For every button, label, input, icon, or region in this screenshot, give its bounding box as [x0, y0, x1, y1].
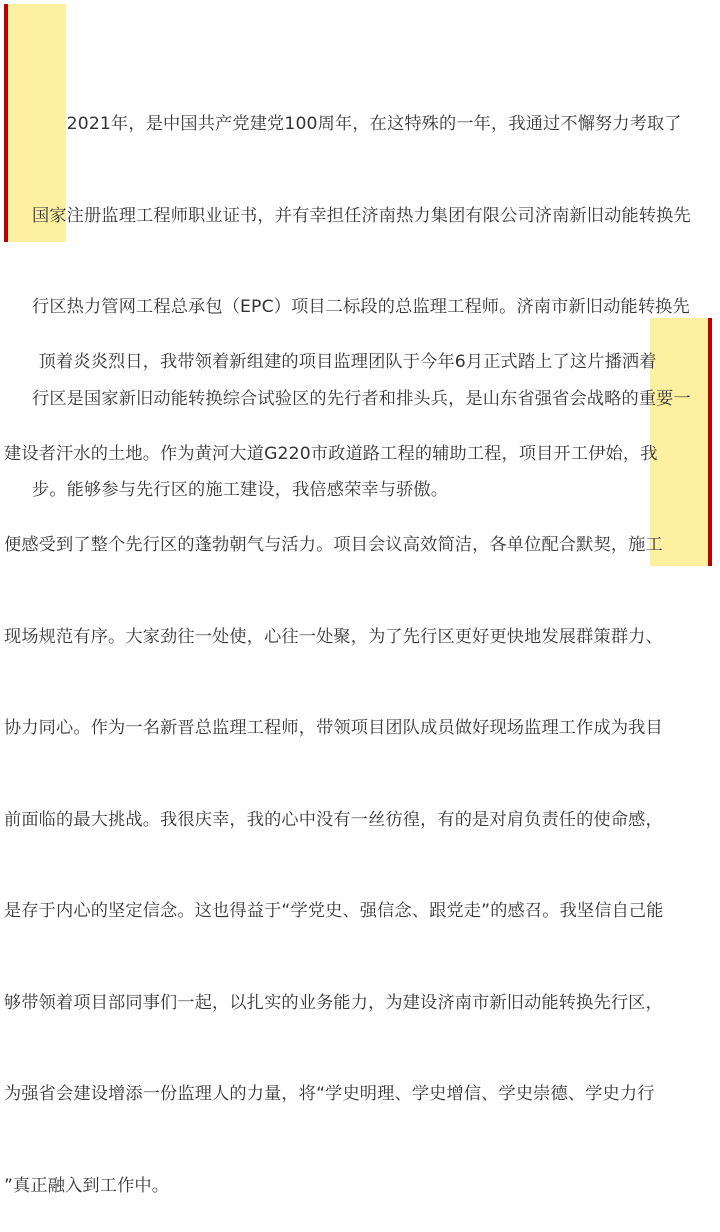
paragraph-line: 为强省会建设增添一份监理人的力量，将“学史明理、学史增信、学史崇德、学史力行: [4, 1084, 655, 1104]
paragraph-line: 行区是国家新旧动能转换综合试验区的先行者和排头兵，是山东省强省会战略的重要一: [32, 388, 691, 409]
paragraph-line: 现场规范有序。大家劲往一处使，心往一处聚，为了先行区更好更快地发展群策群力、: [4, 626, 663, 647]
paragraph-line: 步。能够参与先行区的施工建设，我倍感荣幸与骄傲。: [32, 480, 449, 500]
paragraph-2: [0, 286, 720, 1232]
paragraph-line: 是存于内心的坚定信念。这也得益于“学党史、强信念、跟党走”的感召。我坚信自己能: [4, 901, 664, 921]
paragraph-line: 顶着炎炎烈日，我带领着新组建的项目监理团队于今年6月正式踏上了这片播洒着: [4, 352, 657, 372]
paragraph-line: 建设者汗水的土地。作为黄河大道G220市政道路工程的辅助工程，项目开工伊始，我: [4, 443, 658, 464]
paragraph-line: ”真正融入到工作中。: [4, 1175, 170, 1196]
paragraph-line: 2021年，是中国共产党建党100周年，在这特殊的一年，我通过不懈努力考取了: [32, 114, 682, 134]
paragraph-line: 够带领着项目部同事们一起，以扎实的业务能力，为建设济南市新旧动能转换先行区，: [4, 992, 663, 1013]
paragraph-line: 协力同心。作为一名新晋总监理工程师，带领项目团队成员做好现场监理工作成为我目: [4, 718, 663, 738]
paragraph-line: 前面临的最大挑战。我很庆幸，我的心中没有一丝彷徨，有的是对肩负责任的使命感，: [4, 809, 663, 830]
paragraph-line: 便感受到了整个先行区的蓬勃朝气与活力。项目会议高效简洁，各单位配合默契，施工: [4, 535, 663, 555]
paragraph-line: 国家注册监理工程师职业证书，并有幸担任济南热力集团有限公司济南新旧动能转换先: [32, 205, 691, 226]
paragraph-line: 行区热力管网工程总承包（EPC）项目二标段的总监理工程师。济南市新旧动能转换先: [32, 297, 690, 317]
